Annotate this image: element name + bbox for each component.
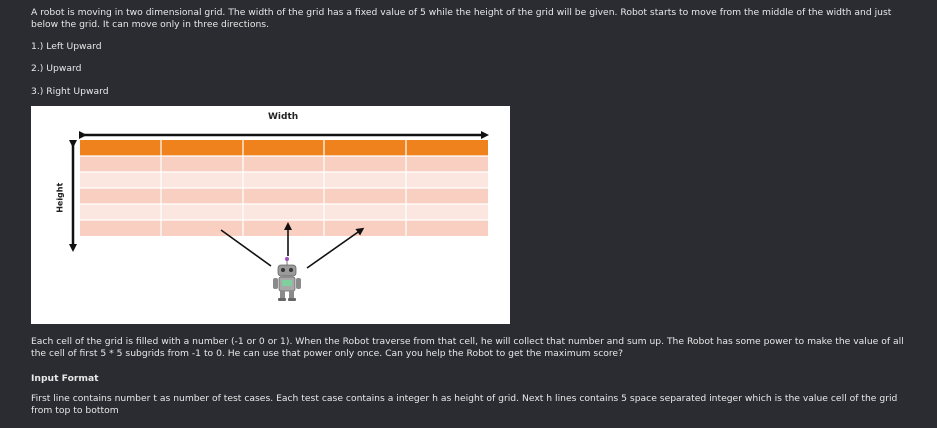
input-format-heading: Input Format <box>31 373 99 384</box>
robot-icon <box>273 257 301 301</box>
grid-header-row <box>80 140 488 156</box>
height-label: Height <box>55 182 65 213</box>
input-format-text: First line contains number t as number of test cases. Each test case contains a integer h as height of grid. Next h lines contains 5 space separated integer which is the value cell of the grid from top to bottom <box>31 393 898 416</box>
direction-left-upward: 1.) Left Upward <box>31 41 102 52</box>
direction-upward: 2.) Upward <box>31 63 82 74</box>
grid-row <box>80 188 488 204</box>
grid-figure <box>31 106 510 324</box>
direction-right-upward: 3.) Right Upward <box>31 86 109 97</box>
width-label: Width <box>268 112 299 122</box>
grid-row <box>80 172 488 188</box>
grid-row <box>80 204 488 220</box>
problem-description: Each cell of the grid is filled with a number (-1 or 0 or 1). When the Robot traverse from that cell, he will collect that number and sum up. The Robot has some power to make the value of all the cell of first 5 * 5 subgrids from -1 to 0. He can use that power only once. Can you help the Robot to get the maximum score? <box>31 336 904 359</box>
grid-diagram <box>31 106 510 324</box>
grid <box>80 140 488 236</box>
grid-row <box>80 220 488 236</box>
grid-row <box>80 156 488 172</box>
problem-intro: A robot is moving in two dimensional grid. The width of the grid has a fixed value of 5 while the height of the grid will be given. Robot starts to move from the middle of the width and just below the grid. It can move only in three directions. <box>31 7 892 30</box>
